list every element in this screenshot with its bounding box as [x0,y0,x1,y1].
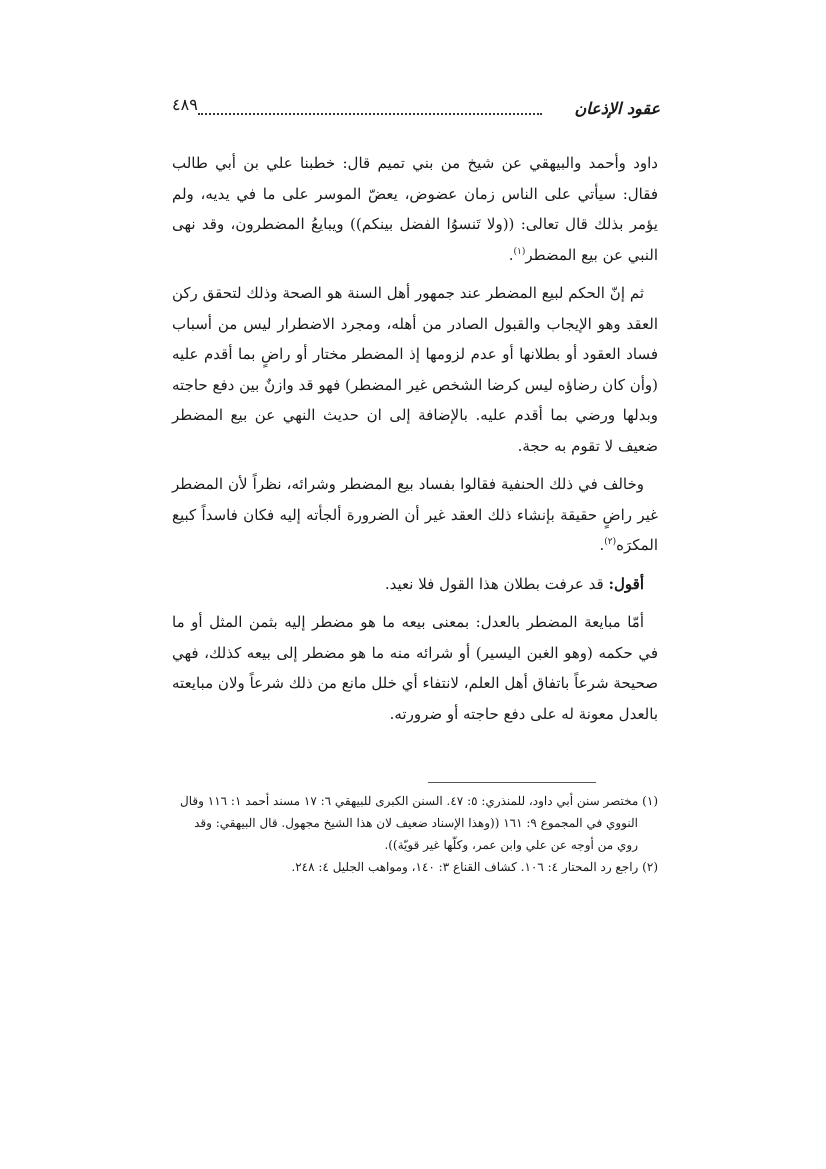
paragraph-3-end: . [599,536,605,554]
paragraph-4-lead: أقول: [608,574,644,593]
main-text [172,148,658,737]
paragraph-4 [172,569,658,600]
footnote-ref-2: (٢) [604,537,617,547]
book-title: عقود الإذعان [574,99,660,118]
footnote-separator [428,782,596,783]
page-number: ٤٨٩ [172,95,198,114]
footnote-1-line-1: (١) مختصر سنن أبي داود، للمنذري: ٥: ٤٧. السنن الكبرى للبيهقي ٦: ١٧ مسند أحمد ١: ١١٦ وقال [180,794,658,808]
footnote-1-line-3: روي من أوجه عن علي وابن عمر، وكلّها غير قويّة)). [384,838,638,852]
footnotes [172,790,658,878]
footnote-ref-1: (١) [513,246,526,257]
paragraph-1-end: . [508,245,514,264]
paragraph-1-text: داود وأحمد والبيهقي عن شيخ من بني تميم قال: خطبنا علي بن أبي طالب فقال: سيأتي على الناس زمان عضوض، يعضّ الموسر على ما في يديه، ولم يؤمر بذلك قال تعالى: ((ولا تَنسوُا الفضل بينكم)) ويبايعُ المضطرون، وقد نهى النبي عن بيع المضطر [172,154,658,264]
footnote-1-line-2: النووي في المجموع ٩: ١٦١ ((وهذا الإسناد ضعيف لان هذا الشيخ مجهول. قال البيهقي: وقد [194,816,638,830]
footnote-2: (٢) راجع رد المحتار ٤: ١٠٦. كشاف القناع ٣: ١٤٠، ومواهب الجليل ٤: ٢٤٨. [291,860,658,874]
paragraph-3 [172,469,658,561]
running-header [172,96,660,122]
paragraph-5: أمّا مبايعة المضطر بالعدل: بمعنى بيعه ما هو مضطر إليه بثمن المثل أو ما في حكمه (وهو الغبن اليسير) أو شرائه منه ما هو مضطر إلى بيعه كذلك، فهي صحيحة شرعاً باتفاق أهل العلم، لانتفاء أي خلل مانع من ذلك شرعاً ولان مبايعته بالعدل معونة له على دفع حاجته أو ضرورته. [172,613,658,723]
paragraph-3-text: وخالف في ذلك الحنفية فقالوا بفساد بيع المضطر وشرائه، نظراً لأن المضطر غير راضٍ حقيقة بإنشاء ذلك العقد غير أن الضرورة ألجأته إليه فكان فاسداً كبيع المكرَه [172,475,658,554]
dotted-leader [198,113,542,115]
paragraph-1 [172,148,658,270]
paragraph-2: ثم إنّ الحكم لبيع المضطر عند جمهور أهل السنة هو الصحة وذلك لتحقق ركن العقد وهو الإيجاب والقبول الصادر من أهله، ومجرد الاضطرار ليس من أسباب فساد العقود أو بطلانها أو عدم لزومها إذ المضطر مختار أو راضٍ بما أقدم عليه (وأن كان رضاؤه ليس كرضا الشخص غير المضطر) فهو قد وازنٌ بين دفع حاجته وبدلها ورضي بما أقدم عليه. بالإضافة إلى ان حديث النهي عن بيع المضطر ضعيف لا تقوم به حجة. [172,284,658,455]
paragraph-4-text: قد عرفت بطلان هذا القول فلا نعيد. [384,574,609,593]
